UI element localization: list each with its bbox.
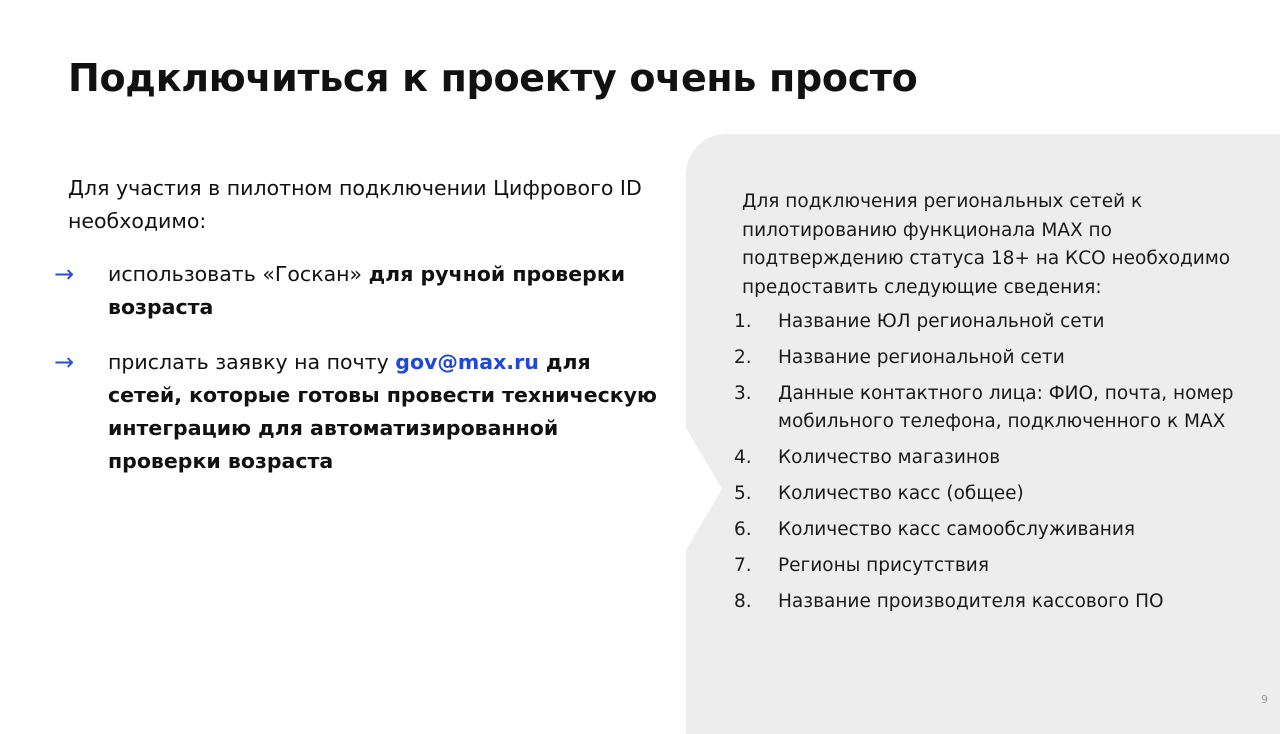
list-item [734, 480, 1242, 508]
list-item [734, 308, 1242, 336]
page-number: 9 [1261, 693, 1268, 706]
list-item [734, 380, 1242, 436]
left-column [54, 172, 668, 500]
intro-text: Для участия в пилотном подключении Цифрового ID необходимо: [68, 176, 642, 233]
list-item-text: Количество касс (общее) [778, 483, 1024, 504]
list-item-text: Количество магазинов [778, 447, 1001, 468]
bullet-list [54, 258, 668, 478]
list-number: 6. [734, 519, 752, 540]
bullet-item-email [54, 346, 668, 478]
list-item-text: Количество касс самообслуживания [778, 519, 1136, 540]
list-item-text: Название ЮЛ региональной сети [778, 311, 1105, 332]
bullet-item-goskan [54, 258, 668, 324]
panel-notch [686, 428, 722, 550]
list-number: 4. [734, 447, 752, 468]
list-item-text: Регионы присутствия [778, 555, 989, 576]
email-link[interactable]: gov@max.ru [395, 350, 539, 374]
list-item [734, 444, 1242, 472]
bullet-bold-text: для сетей, которые готовы провести техническую интеграцию для автоматизированной проверки возраста [108, 350, 657, 473]
bullet-text: использовать «Госкан» [108, 262, 369, 286]
list-item [734, 552, 1242, 580]
list-item [734, 516, 1242, 544]
list-item-text: Данные контактного лица: ФИО, почта, номер мобильного телефона, подключенного к МАХ [778, 383, 1234, 432]
panel-intro: Для подключения региональных сетей к пилотированию функционала МАХ по подтверждению статуса 18+ на КСО необходимо предоставить следующие сведения: [742, 191, 1231, 298]
list-number: 5. [734, 483, 752, 504]
list-number: 3. [734, 383, 752, 404]
requirements-list [734, 308, 1242, 616]
page-title: Подключиться к проекту очень просто [68, 56, 918, 100]
list-number: 8. [734, 591, 752, 612]
list-item-text: Название производителя кассового ПО [778, 591, 1164, 612]
list-number: 7. [734, 555, 752, 576]
list-number: 2. [734, 347, 752, 368]
bullet-text: прислать заявку на почту [108, 350, 396, 374]
list-number: 1. [734, 311, 752, 332]
bullet-bold-text: для ручной проверки возраста [108, 262, 626, 319]
requirements-content [734, 188, 1242, 624]
list-item [734, 344, 1242, 372]
list-item-text: Название региональной сети [778, 347, 1065, 368]
arrow-right-icon: → [54, 348, 75, 376]
arrow-right-icon: → [54, 260, 75, 288]
list-item [734, 588, 1242, 616]
